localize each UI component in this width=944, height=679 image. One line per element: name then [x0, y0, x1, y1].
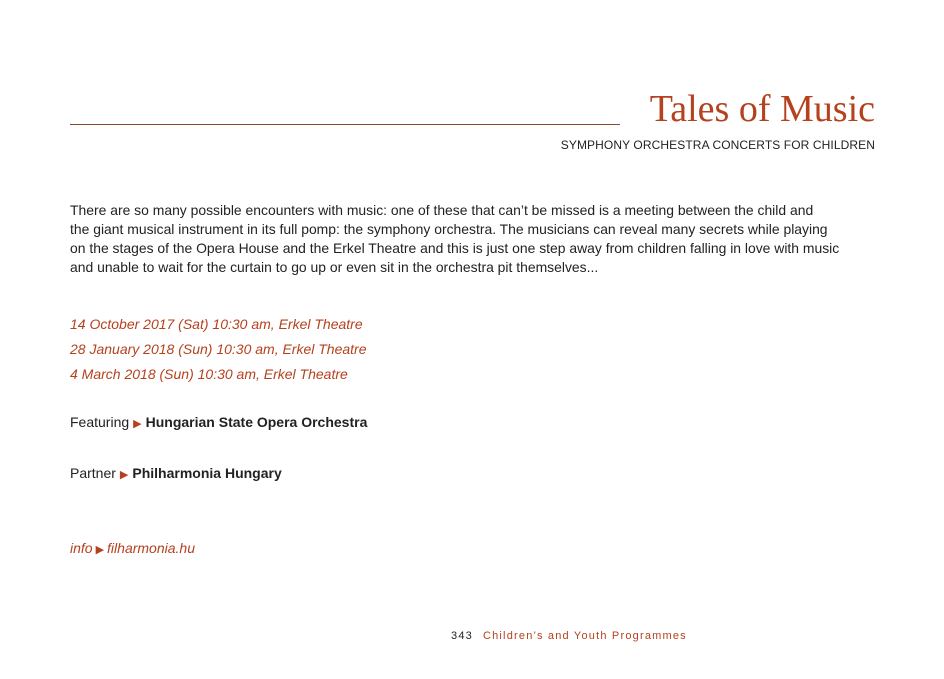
title-rule: [70, 124, 620, 125]
description-line: There are so many possible encounters with music: one of these that can’t be missed is a meeting between the child and: [70, 202, 814, 218]
performance-date: 4 March 2018 (Sun) 10:30 am, Erkel Theatre: [70, 366, 348, 382]
page-number: 343: [451, 630, 473, 642]
section-name: Children’s and Youth Programmes: [482, 630, 687, 642]
partner-label: Partner: [70, 465, 116, 481]
page-footer: [451, 628, 687, 644]
description-paragraph: [70, 201, 865, 277]
partner-value: Philharmonia Hungary: [132, 465, 282, 481]
arrow-right-icon: ▶: [95, 544, 105, 556]
performance-date: 14 October 2017 (Sat) 10:30 am, Erkel Theatre: [70, 316, 363, 332]
featuring-label: Featuring: [70, 414, 130, 430]
description-line: the giant musical instrument in its full pomp: the symphony orchestra. The musicians can reveal many secrets while playing: [70, 221, 828, 237]
arrow-right-icon: ▶: [119, 469, 129, 481]
arrow-right-icon: ▶: [133, 418, 142, 430]
partner-credit: [70, 464, 282, 484]
description-line: and unable to wait for the curtain to go up or even sit in the orchestra pit themselves...: [70, 259, 599, 275]
performance-dates: [70, 312, 367, 387]
info-label: info: [70, 540, 93, 556]
performance-date: 28 January 2018 (Sun) 10:30 am, Erkel Theatre: [70, 341, 367, 357]
page-subtitle: SYMPHONY ORCHESTRA CONCERTS FOR CHILDREN: [560, 138, 875, 152]
info-url[interactable]: filharmonia.hu: [107, 540, 195, 556]
page-title: Tales of Music: [649, 88, 875, 130]
featuring-credit: [70, 413, 367, 433]
featuring-value: Hungarian State Opera Orchestra: [145, 414, 368, 430]
description-line: on the stages of the Opera House and the Erkel Theatre and this is just one step away from children falling in love with music: [70, 240, 840, 256]
info-link[interactable]: [70, 539, 195, 559]
